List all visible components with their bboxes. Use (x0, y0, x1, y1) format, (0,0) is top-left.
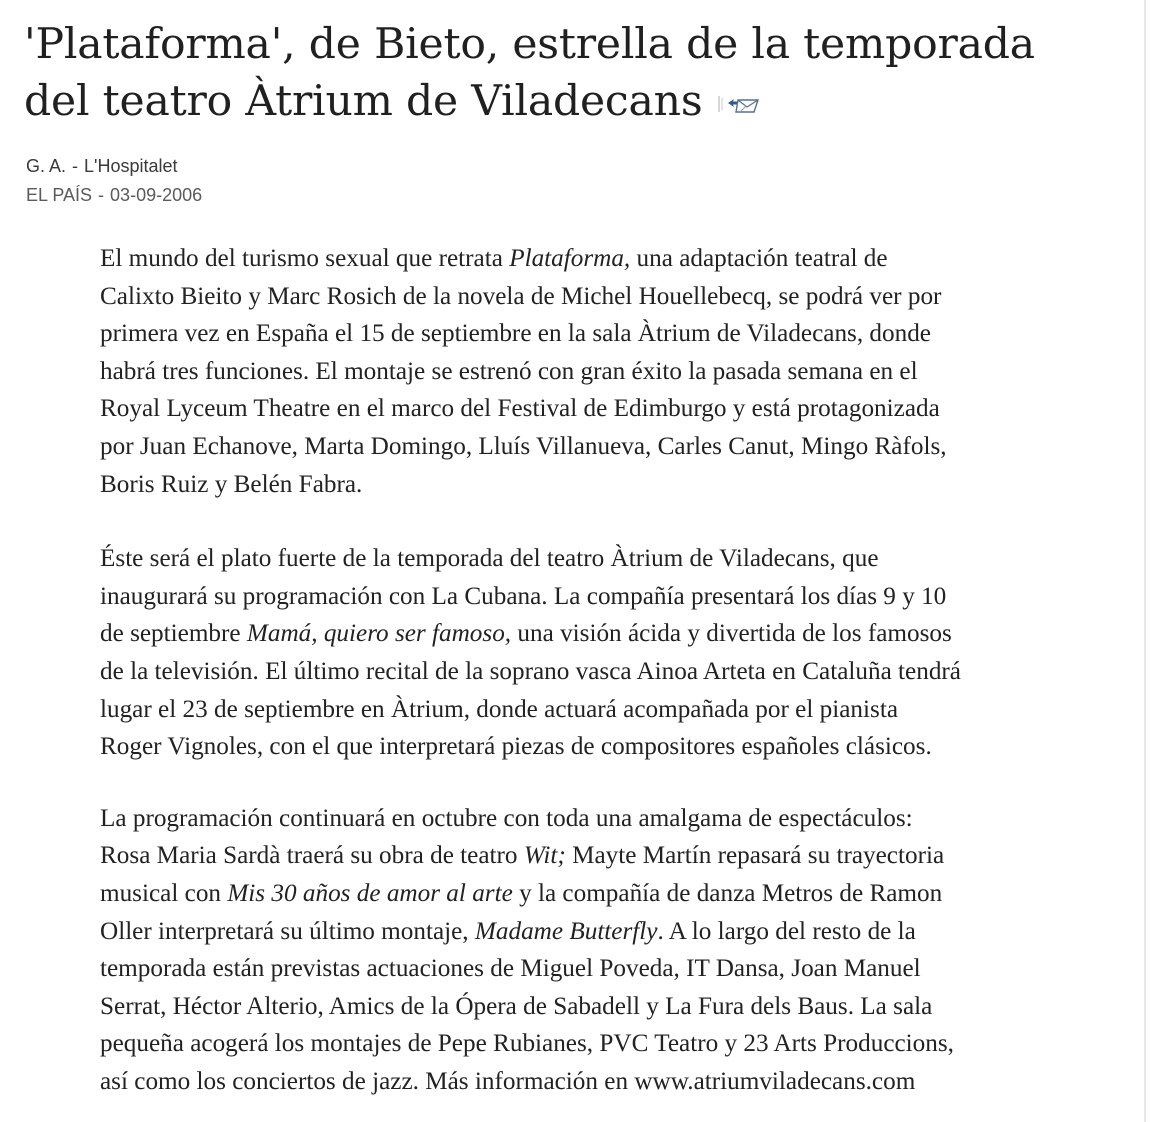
paragraph-line (100, 353, 1120, 391)
paragraph-line (100, 615, 1120, 653)
headline-line-1: 'Plataforma', de Bieto, estrella de la temporada (24, 20, 1035, 69)
paragraph-line (100, 913, 1120, 951)
paragraph-line (100, 950, 1120, 988)
paragraph-line (100, 837, 1120, 875)
paragraph-line (100, 390, 1120, 428)
article-paragraph (100, 540, 1120, 766)
paragraph-line (100, 278, 1120, 316)
byline (26, 155, 178, 177)
page-edge-divider (1144, 0, 1146, 1122)
publication-name: EL PAÍS (26, 185, 93, 205)
text-run: Royal Lyceum Theatre en el marco del Festival de Edimburgo y está protagonizada (100, 395, 940, 423)
text-run: de septiembre (100, 620, 247, 648)
headline-line-2-text: del teatro Àtrium de Viladecans (24, 77, 703, 126)
italic-title: Wit; (523, 842, 566, 870)
article-paragraph (100, 800, 1120, 1101)
paragraph-line (100, 800, 1120, 838)
text-run: Rosa Maria Sardà traerá su obra de teatro (100, 842, 524, 870)
paragraph-line (100, 728, 1120, 766)
paragraph-line (100, 1063, 1120, 1101)
text-run: primera vez en España el 15 de septiembre en la sala Àtrium de Viladecans, donde (100, 320, 931, 348)
location: L'Hospitalet (84, 156, 178, 176)
text-run: por Juan Echanove, Marta Domingo, Lluís Villanueva, Carles Canut, Mingo Ràfols, (100, 432, 947, 460)
text-run: . A lo largo del resto de la (657, 917, 916, 945)
italic-title: Madame Butterfly (474, 917, 658, 945)
italic-title: Mis 30 años de amor al arte (227, 879, 513, 907)
text-run: inaugurará su programación con La Cubana. La compañía presentará los días 9 y 10 (100, 582, 947, 610)
paragraph-line (100, 315, 1120, 353)
article-paragraph (100, 240, 1120, 503)
text-run: Boris Ruiz y Belén Fabra. (100, 470, 363, 498)
text-run: pequeña acogerá los montajes de Pepe Rubianes, PVC Teatro y 23 Arts Produccions, (100, 1030, 954, 1058)
byline-separator: - (72, 156, 79, 176)
italic-title: Mamá, quiero ser famoso, (246, 620, 512, 648)
text-run: una adaptación teatral de (630, 245, 888, 272)
publication-date: 03-09-2006 (110, 185, 203, 205)
envelope-send-icon[interactable] (718, 73, 762, 130)
text-run: Mayte Martín repasará su trayectoria (565, 842, 945, 870)
text-run: así como los conciertos de jazz. Más información en www.atriumviladecans.com (100, 1067, 916, 1095)
paragraph-line (100, 578, 1120, 616)
text-run: habrá tres funciones. El montaje se estrenó con gran éxito la pasada semana en el (100, 357, 918, 385)
text-run: una visión ácida y divertida de los famosos (511, 620, 952, 648)
dateline (26, 184, 202, 206)
article-body (100, 240, 1120, 1100)
text-run: de la televisión. El último recital de la soprano vasca Ainoa Arteta en Cataluña tendrá (100, 657, 961, 685)
text-run: La programación continuará en octubre con toda una amalgama de espectáculos: (100, 804, 913, 832)
paragraph-line (100, 988, 1120, 1026)
headline (24, 16, 1124, 133)
text-run: temporada están previstas actuaciones de Miguel Poveda, IT Dansa, Joan Manuel (100, 955, 921, 983)
headline-line-2 (24, 73, 1124, 133)
text-run: Oller interpretará su último montaje, (100, 917, 475, 945)
text-run: Calixto Bieito y Marc Rosich de la novela de Michel Houellebecq, se podrá ver por (100, 282, 942, 310)
paragraph-line (100, 691, 1120, 729)
italic-title: Plataforma, (509, 245, 631, 272)
author: G. A. (26, 156, 67, 176)
text-run: y la compañía de danza Metros de Ramon (512, 879, 943, 907)
paragraph-line (100, 653, 1120, 691)
paragraph-line (100, 875, 1120, 913)
text-run: El mundo del turismo sexual que retrata (100, 245, 510, 272)
paragraph-line (100, 240, 1120, 278)
paragraph-line (100, 428, 1120, 466)
text-run: musical con (100, 879, 228, 907)
text-run: Roger Vignoles, con el que interpretará piezas de compositores españoles clásicos. (100, 733, 932, 761)
text-run: lugar el 23 de septiembre en Àtrium, donde actuará acompañada por el pianista (100, 695, 898, 723)
text-run: Serrat, Héctor Alterio, Amics de la Ópera de Sabadell y La Fura dels Baus. La sala (100, 992, 933, 1020)
dateline-separator: - (98, 185, 105, 205)
paragraph-line (100, 540, 1120, 578)
paragraph-line (100, 1025, 1120, 1063)
paragraph-line (100, 466, 1120, 504)
text-run: Éste será el plato fuerte de la temporada del teatro Àtrium de Viladecans, que (100, 545, 879, 573)
